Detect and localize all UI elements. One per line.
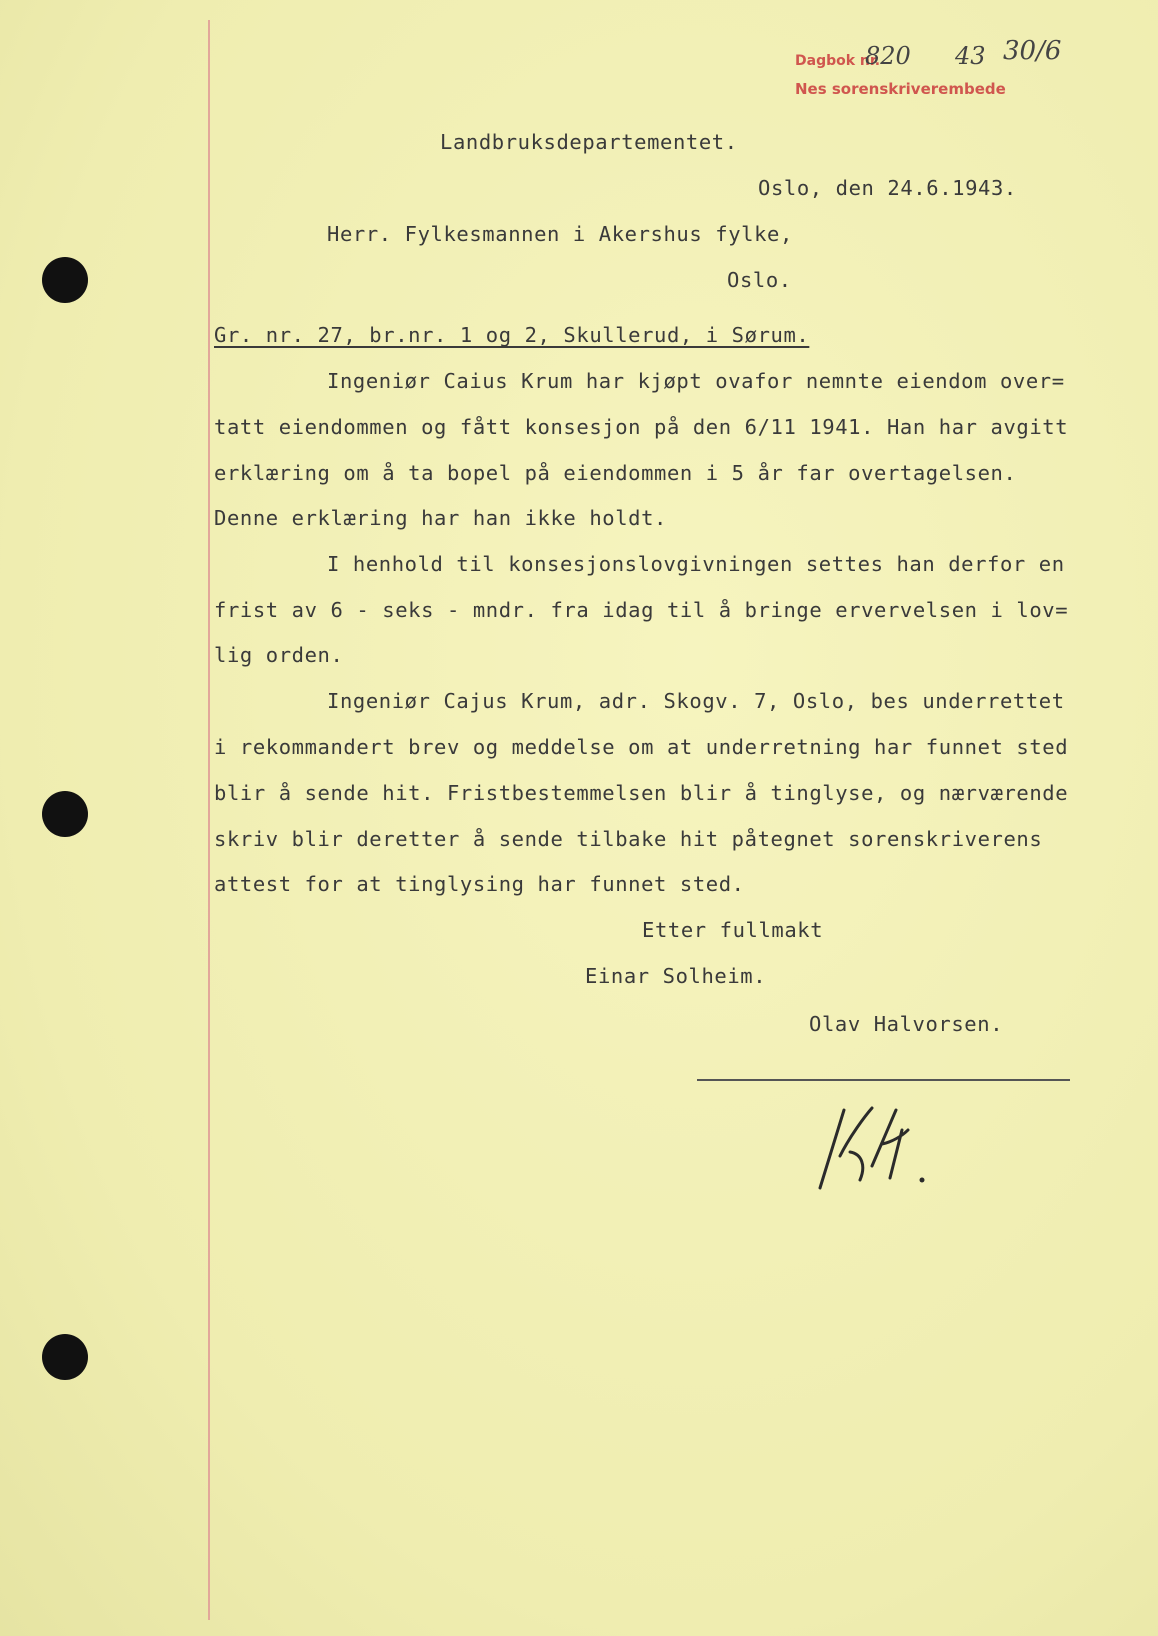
stamp-year: 43 <box>955 42 986 70</box>
stamp-number: 820 <box>865 42 911 70</box>
signatory-1: Einar Solheim. <box>585 964 767 988</box>
stamp-date: 30/6 <box>1003 36 1062 66</box>
body-line: Ingeniør Caius Krum har kjøpt ovafor nemnte eiendom over= <box>327 369 1065 393</box>
body-line: lig orden. <box>214 643 344 667</box>
recipient-city: Oslo. <box>727 268 792 292</box>
closing: Etter fullmakt <box>642 918 824 942</box>
stamp-office: Nes sorenskriverembede <box>795 80 1006 98</box>
body-line: i rekommandert brev og meddelse om at underretning har funnet sted <box>214 735 1069 759</box>
body-line: blir å sende hit. Fristbestemmelsen blir å tinglyse, og nærværende <box>214 781 1069 805</box>
body-line: Denne erklæring har han ikke holdt. <box>214 506 667 530</box>
registry-stamp <box>795 36 1062 98</box>
punch-hole <box>42 791 88 837</box>
stamp-label: Dagbok nr. <box>795 53 881 69</box>
recipient: Herr. Fylkesmannen i Akershus fylke, <box>327 222 793 246</box>
signatory-2: Olav Halvorsen. <box>809 1012 1004 1036</box>
body-line: erklæring om å ta bopel på eiendommen i 5 år far overtagelsen. <box>214 461 1017 485</box>
body-line: frist av 6 - seks - mndr. fra idag til å bringe ervervelsen i lov= <box>214 598 1069 622</box>
body-line: tatt eiendommen og fått konsesjon på den 6/11 1941. Han har avgitt <box>214 415 1069 439</box>
body-line: I henhold til konsesjonslovgivningen settes han derfor en <box>327 552 1065 576</box>
handwritten-initials <box>810 1096 950 1200</box>
punch-hole <box>42 257 88 303</box>
body-line: attest for at tinglysing har funnet sted. <box>214 872 745 896</box>
signature-rule <box>697 1079 1070 1081</box>
margin-rule <box>208 20 210 1620</box>
sender: Landbruksdepartementet. <box>440 130 738 154</box>
body-line: Ingeniør Cajus Krum, adr. Skogv. 7, Oslo, bes underrettet <box>327 689 1065 713</box>
body-line: skriv blir deretter å sende tilbake hit påtegnet sorenskriverens <box>214 827 1043 851</box>
place-date: Oslo, den 24.6.1943. <box>758 176 1017 200</box>
punch-hole <box>42 1334 88 1380</box>
subject-line: Gr. nr. 27, br.nr. 1 og 2, Skullerud, i Sørum. <box>214 323 810 347</box>
